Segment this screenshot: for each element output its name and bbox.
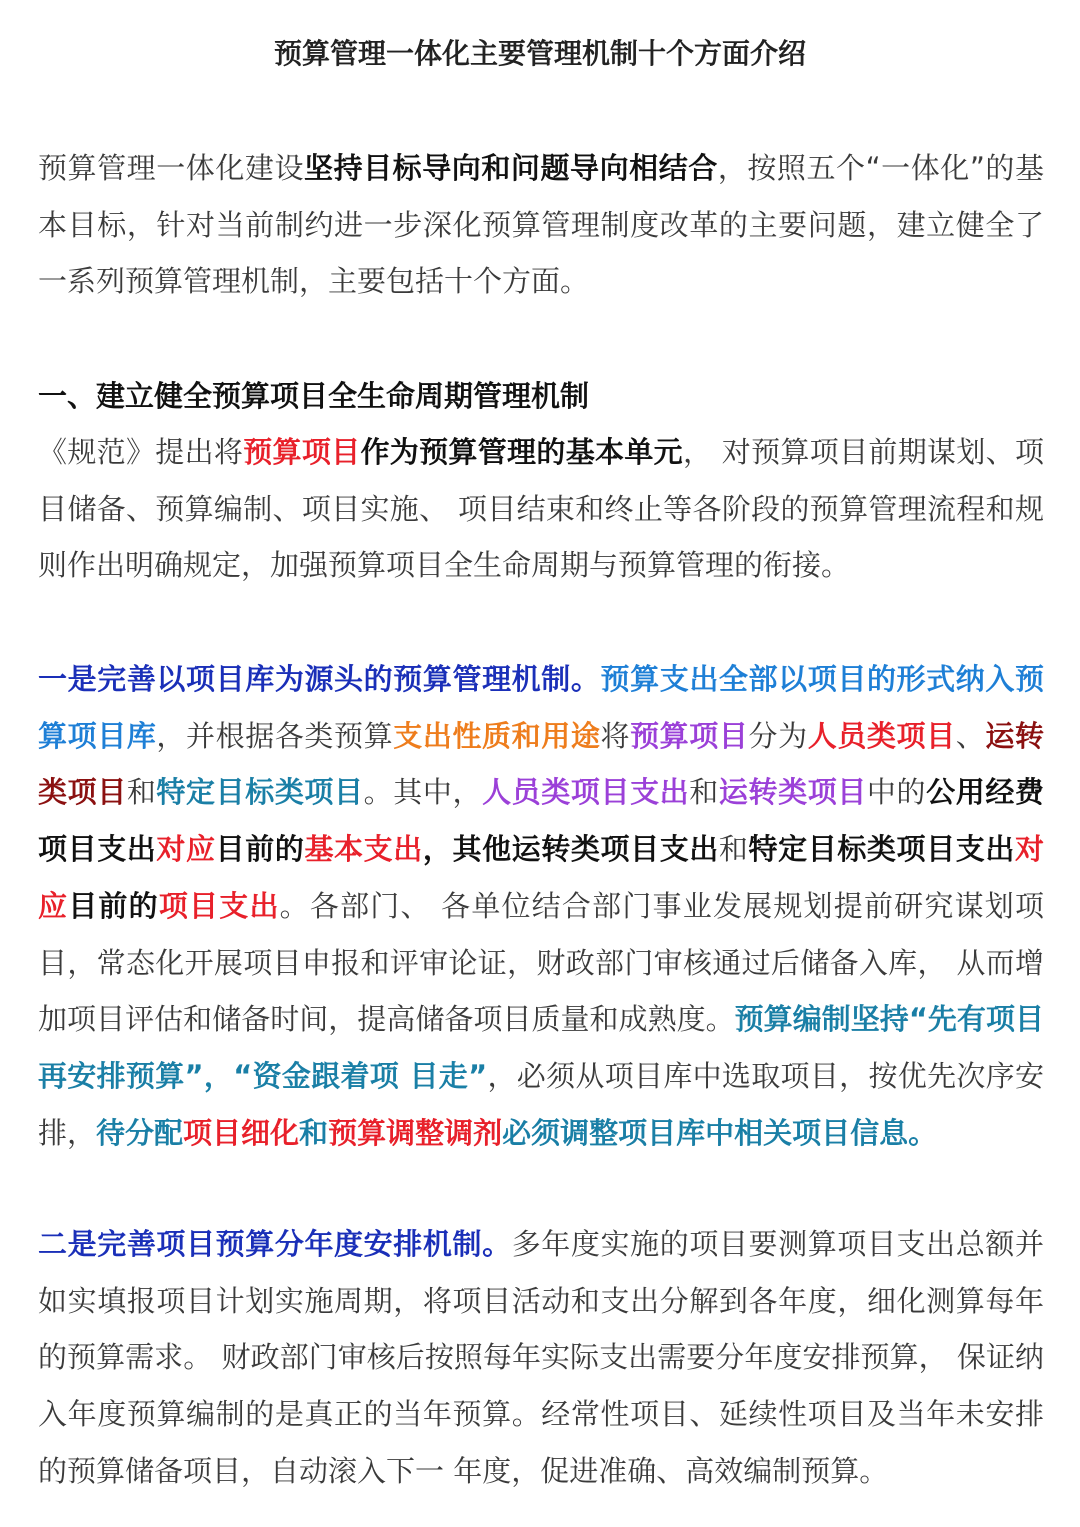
page-title: 预算管理一体化主要管理机制十个方面介绍 xyxy=(273,37,806,70)
point-1-text-segment: 预算编制坚持“先有项目再安排预算”，“资金跟着项 目走” xyxy=(38,1002,1044,1093)
point-1-text-segment: 人员类项目支出 xyxy=(482,775,690,810)
point-2-paragraph xyxy=(38,1216,1044,1500)
point-1-text-segment: 中的 xyxy=(866,775,927,810)
point-1-text-segment: 预算调整调剂 xyxy=(328,1115,503,1150)
point-1-text-segment: 项目细化 xyxy=(183,1115,300,1150)
point-1-text-segment: 运转类项目 xyxy=(38,718,1044,810)
point-1-text-segment: 。其中， xyxy=(363,775,483,810)
point-1-text-segment: 和 xyxy=(718,832,749,867)
intro-text-segment: 预算管理一体化建设 xyxy=(38,151,305,185)
point-1-text-segment: 预算支出全部以项目的形式纳入预算项目库 xyxy=(38,662,1044,753)
point-1-text-segment: ，并根据各类预算 xyxy=(156,718,394,753)
point-1-text-segment: 、 xyxy=(955,718,986,753)
section-1-text-segment: 预算项目 xyxy=(243,435,361,469)
point-1-text-segment: 特定目标类项目 xyxy=(156,775,364,810)
point-1-text-segment: 项目支出 xyxy=(158,888,280,923)
point-1-text-segment: 基本支出 xyxy=(304,832,423,867)
section-1-paragraph xyxy=(38,424,1044,594)
point-1-text-segment: 待分配 xyxy=(96,1115,184,1150)
point-1-text-segment: 将 xyxy=(600,718,631,753)
point-1-text-segment: 对应 xyxy=(38,832,1044,923)
point-1-text-segment: ，必须从项目库中选取项目，按优先次序安排， xyxy=(38,1058,1044,1150)
point-1-text-segment: 预算项目 xyxy=(630,718,749,753)
point-1-text-segment: 运转类项目 xyxy=(718,775,867,810)
intro-paragraph xyxy=(38,140,1044,310)
point-1-text-segment: ，其他运转类项目支出 xyxy=(422,832,719,867)
point-1-text-segment: 和 xyxy=(126,775,157,810)
intro-text-segment: ，按照五个“一体化”的基本目标，针对当前制约进一步深化预算管理制度改革的主要问题，建立健全了一系列预算管理机制，主要包括十个方面。 xyxy=(38,151,1044,299)
point-1-text-segment: 目前的 xyxy=(215,832,305,867)
point-1-text-segment: 必须调整项目库中相关项目信息。 xyxy=(502,1115,938,1150)
point-2-text-segment: 二是完善项目预算分年度安排机制。 xyxy=(38,1227,512,1261)
point-1-text-segment: 目前的 xyxy=(68,888,159,923)
point-1-paragraph xyxy=(38,651,1044,1161)
section-1-heading: 一、建立健全预算项目全生命周期管理机制 xyxy=(38,379,590,413)
point-1-text-segment: 特定目标类项目支出 xyxy=(748,832,1015,867)
point-1-text-segment: 和 xyxy=(689,775,719,810)
section-1-text-segment: 《规范》提出将 xyxy=(38,435,244,469)
point-1-text-segment: 支出性质和用途 xyxy=(393,718,601,753)
point-1-text-segment: 分为 xyxy=(748,718,808,753)
point-1-text-segment: 公用经费项目支出 xyxy=(38,775,1044,867)
point-1-text-segment: 一是完善以项目库为源头的预算管理机制。 xyxy=(38,662,601,696)
point-1-text-segment: 对应 xyxy=(156,832,216,867)
section-1-text-segment: 作为预算管理的基本单元 xyxy=(360,435,683,469)
point-1-text-segment: 。各部门、 各单位结合部门事业发展规划提前研究谋划项目，常态化开展项目申报和评审论证，财政部门审核通过后储备入库， 从而增加项目评估和储备时间，提高储备项目质量和成熟度。 xyxy=(38,888,1044,1037)
section-1-text-segment: ， 对预算项目前期谋划、项目储备、预算编制、项目实施、 项目结束和终止等各阶段的预算管理流程和规则作出明确规定，加强预算项目全生命周期与预算管理的衔接。 xyxy=(38,435,1044,583)
intro-text-segment: 坚持目标导向和问题导向相结合 xyxy=(304,151,718,185)
point-2-text-segment: 多年度实施的项目要测算项目支出总额并如实填报项目计划实施周期，将项目活动和支出分解到各年度，细化测算每年的预算需求。 财政部门审核后按照每年实际支出需要分年度安排预算， 保证纳入年度预算编制的是真正的当年预算。经常性项目、延续性项目及当年未安排的预算储备项目，自动滚入下一 年度，促进准确、高效编制预算。 xyxy=(38,1227,1044,1488)
point-1-text-segment: 人员类项目 xyxy=(807,718,956,753)
point-1-text-segment: 和 xyxy=(299,1115,329,1150)
